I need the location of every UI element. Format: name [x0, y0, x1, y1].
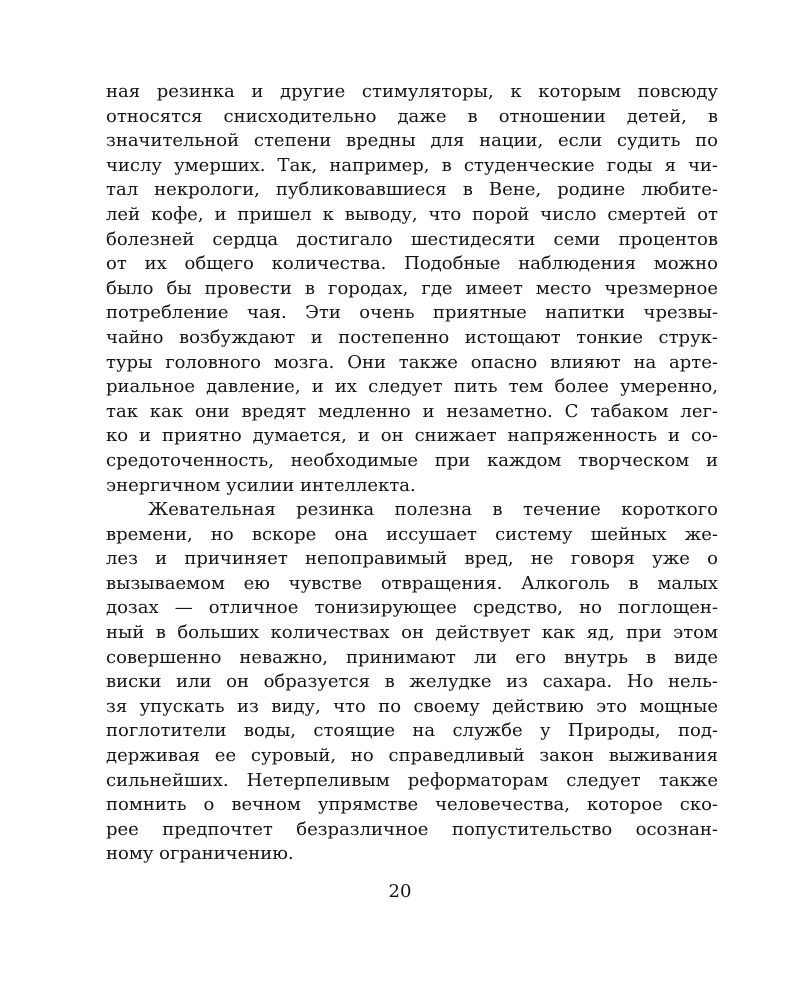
text-line: виски или он образуется в желудке из сахара. Но нель-	[106, 671, 718, 693]
text-line: потребление чая. Эти очень приятные напитки чрезвы-	[106, 302, 718, 324]
page-number: 20	[388, 881, 412, 902]
text-line: ная резинка и другие стимуляторы, к которым повсюду	[106, 81, 718, 102]
text-line: совершенно неважно, принимают ли его внутрь в виде	[106, 646, 718, 668]
page-body	[106, 80, 718, 867]
text-line: лей кофе, и пришел к выводу, что порой число смертей от	[106, 203, 718, 225]
text-line: значительной степени вредны для нации, если судить по	[106, 130, 718, 152]
text-line: так как они вредят медленно и незаметно. С табаком лег-	[106, 400, 718, 422]
text-line: сильнейших. Нетерпеливым реформаторам следует также	[106, 769, 718, 791]
text-line: вызываемом ею чувстве отвращения. Алкоголь в малых	[106, 572, 718, 594]
text-line: было бы провести в городах, где имеет место чрезмерное	[106, 277, 718, 299]
text-line: туры головного мозга. Они также опасно влияют на арте-	[106, 351, 718, 373]
text-line: помнить о вечном упрямстве человечества, которое ско-	[106, 794, 718, 816]
text-line: дозах — отличное тонизирующее средство, но поглощен-	[106, 597, 718, 619]
paragraph-1	[106, 80, 718, 498]
text-line: Жевательная резинка полезна в течение короткого	[148, 499, 718, 521]
text-line: рее предпочтет безразличное попустительство осознан-	[106, 818, 718, 840]
text-line: поглотители воды, стоящие на службе у Природы, под-	[106, 720, 718, 742]
text-line: ный в больших количествах он действует как яд, при этом	[106, 622, 718, 644]
text-line: тал некрологи, публиковавшиеся в Вене, родине любите-	[106, 179, 718, 201]
text-line: энергичном усилии интеллекта.	[106, 474, 416, 496]
paragraph-2	[106, 498, 718, 867]
text-line: ному ограничению.	[106, 843, 294, 865]
text-line: зя упускать из виду, что по своему действию это мощные	[106, 695, 718, 717]
text-line: болезней сердца достигало шестидесяти семи процентов	[106, 228, 718, 250]
text-line: относятся снисходительно даже в отношении детей, в	[106, 105, 718, 127]
text-line: числу умерших. Так, например, в студенческие годы я чи-	[106, 154, 718, 176]
text-line: ко и приятно думается, и он снижает напряженность и со-	[106, 425, 718, 447]
text-line: риальное давление, и их следует пить тем более умеренно,	[106, 376, 718, 398]
text-line: держивая ее суровый, но справедливый закон выживания	[106, 745, 718, 767]
text-line: от их общего количества. Подобные наблюдения можно	[106, 253, 718, 275]
text-line: чайно возбуждают и постепенно истощают тонкие струк-	[106, 326, 718, 348]
text-line: лез и причиняет непоправимый вред, не говоря уже о	[106, 548, 718, 570]
text-line: времени, но вскоре она иссушает систему шейных же-	[106, 523, 718, 545]
text-line: средоточенность, необходимые при каждом творческом и	[106, 449, 718, 471]
